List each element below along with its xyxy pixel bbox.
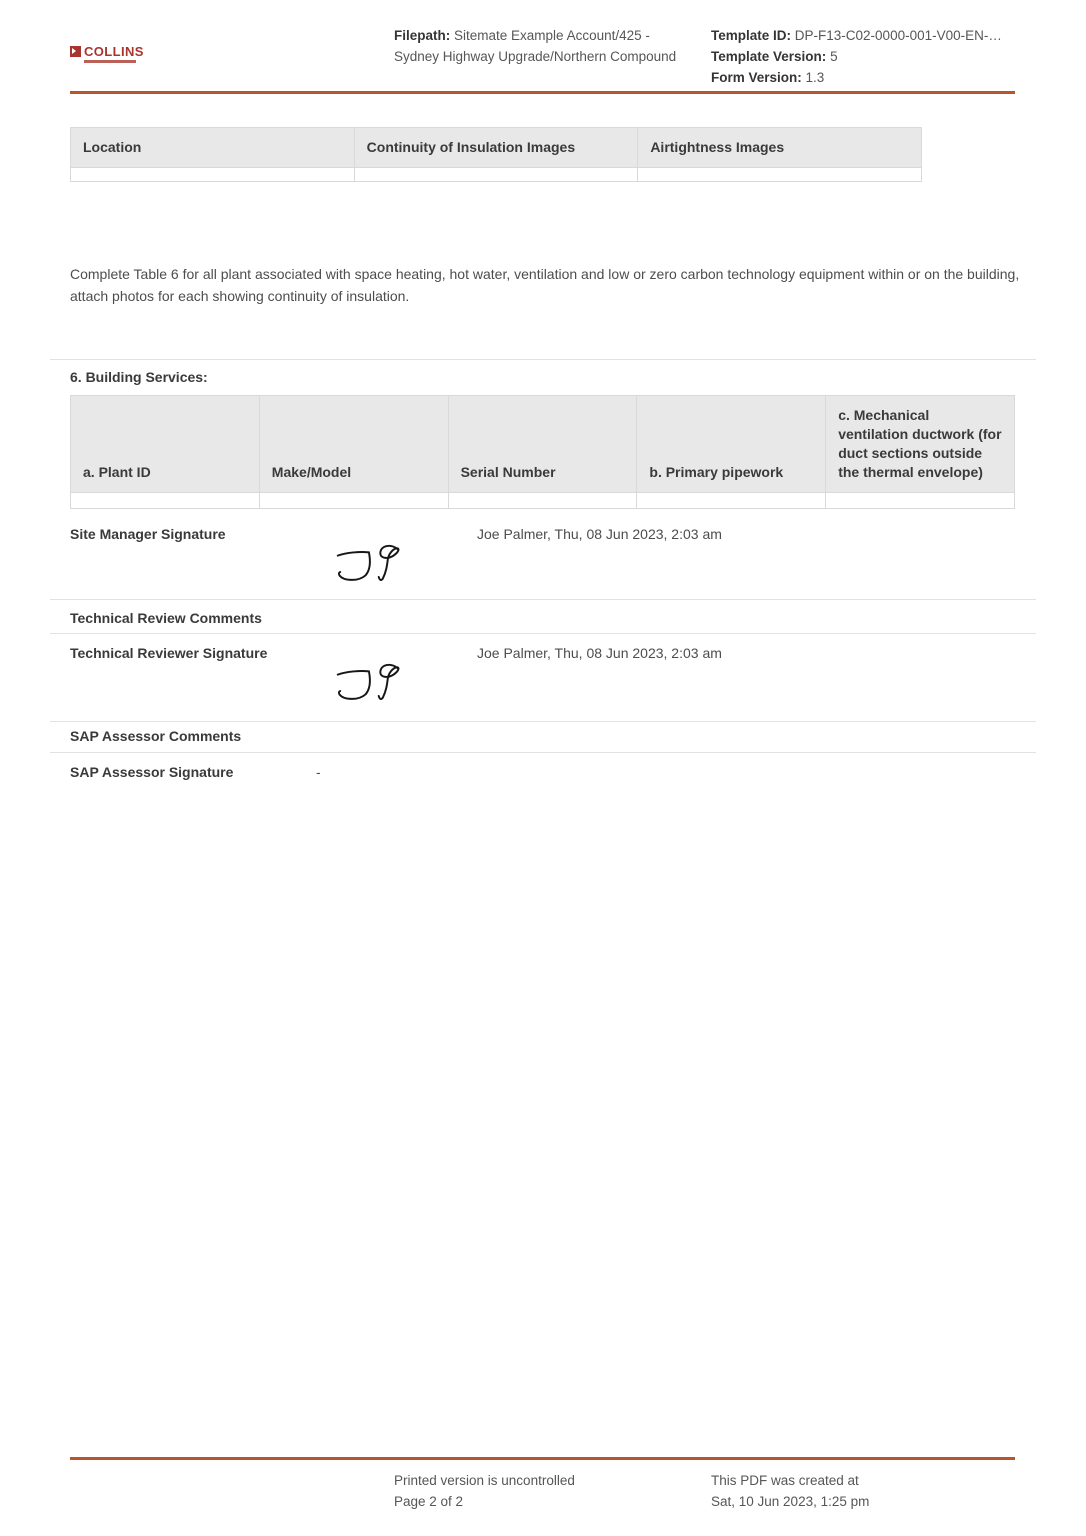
cell-primary-pipework <box>637 493 826 509</box>
footer-left <box>394 1470 575 1512</box>
images-table-empty-row <box>71 168 922 182</box>
template-id-value: DP-F13-C02-0000-001-V00-EN-… <box>794 28 1002 43</box>
cell-airtightness-images <box>638 168 922 182</box>
sap-assessor-comments-label: SAP Assessor Comments <box>70 728 242 744</box>
column-header-airtightness-images: Airtightness Images <box>638 128 922 168</box>
column-header-mech-ventilation-ductwork: c. Mechanical ventilation ductwork (for duct sections outside the thermal envelope) <box>826 396 1015 493</box>
footer-page-number: Page 2 of 2 <box>394 1494 464 1509</box>
header-rule <box>70 91 1015 94</box>
filepath-label: Filepath: <box>394 28 451 43</box>
collins-logo <box>70 44 190 63</box>
collins-logo-mark-icon <box>70 46 81 57</box>
section-divider <box>50 599 1036 600</box>
technical-review-comments-label: Technical Review Comments <box>70 610 262 626</box>
site-manager-signed-by: Joe Palmer, Thu, 08 Jun 2023, 2:03 am <box>477 526 722 542</box>
technical-reviewer-signed-by: Joe Palmer, Thu, 08 Jun 2023, 2:03 am <box>477 645 722 661</box>
building-services-empty-row <box>71 493 1015 509</box>
form-version-label: Form Version: <box>711 70 802 85</box>
cell-serial-number <box>448 493 637 509</box>
template-id-row <box>711 25 1021 46</box>
header-filepath <box>394 25 689 67</box>
column-header-serial-number: Serial Number <box>448 396 637 493</box>
template-version-label: Template Version: <box>711 49 827 64</box>
building-services-table <box>70 395 1015 509</box>
section-divider <box>50 752 1036 753</box>
section-divider <box>50 633 1036 634</box>
cell-make-model <box>259 493 448 509</box>
footer-uncontrolled-note: Printed version is uncontrolled <box>394 1473 575 1488</box>
filepath-value: Sitemate Example Account/425 - Sydney Highway Upgrade/Northern Compound <box>394 28 677 64</box>
technical-reviewer-signature-label: Technical Reviewer Signature <box>70 645 268 661</box>
images-table <box>70 127 922 182</box>
footer-rule <box>70 1457 1015 1460</box>
technical-reviewer-signature-image <box>332 655 414 709</box>
footer-right <box>711 1470 869 1512</box>
column-header-plant-id: a. Plant ID <box>71 396 260 493</box>
building-services-header-row <box>71 396 1015 493</box>
cell-location <box>71 168 355 182</box>
collins-logo-text: COLLINS <box>84 44 144 59</box>
column-header-make-model: Make/Model <box>259 396 448 493</box>
column-header-continuity-images: Continuity of Insulation Images <box>354 128 638 168</box>
header-template-meta <box>711 25 1021 88</box>
site-manager-signature-label: Site Manager Signature <box>70 526 226 542</box>
column-header-location: Location <box>71 128 355 168</box>
footer-created-at-value: Sat, 10 Jun 2023, 1:25 pm <box>711 1494 870 1509</box>
cell-mech-ventilation-ductwork <box>826 493 1015 509</box>
template-version-row <box>711 46 1021 67</box>
template-version-value: 5 <box>830 49 838 64</box>
table6-instruction-text: Complete Table 6 for all plant associated with space heating, hot water, ventilation and low or zero carbon technology equipment within or on the building, attach photos for each showing continuity of insulation. <box>70 266 1020 304</box>
images-table-header-row <box>71 128 922 168</box>
section-divider <box>50 721 1036 722</box>
footer-created-at-label: This PDF was created at <box>711 1473 859 1488</box>
collins-logo-tagline-bar <box>84 60 136 63</box>
sap-assessor-signature-value: - <box>316 764 321 780</box>
section-divider <box>50 359 1036 360</box>
template-id-label: Template ID: <box>711 28 792 43</box>
building-services-title: 6. Building Services: <box>70 369 208 385</box>
form-version-value: 1.3 <box>805 70 825 85</box>
sap-assessor-signature-label: SAP Assessor Signature <box>70 764 234 780</box>
column-header-primary-pipework: b. Primary pipework <box>637 396 826 493</box>
form-version-row <box>711 67 1021 88</box>
site-manager-signature-image <box>332 536 414 590</box>
cell-continuity-images <box>354 168 638 182</box>
cell-plant-id <box>71 493 260 509</box>
